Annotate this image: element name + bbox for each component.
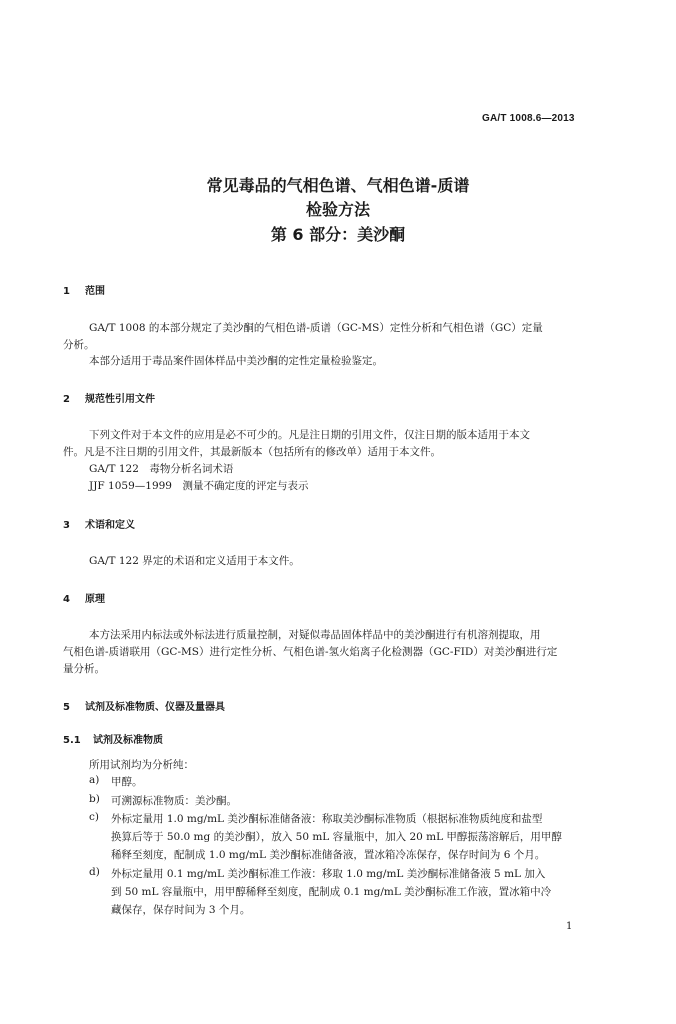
section-title: 术语和定义 bbox=[85, 520, 135, 531]
doc-title-line3: 第 6 部分：美沙酮 bbox=[270, 225, 406, 244]
section-number: 4 bbox=[63, 594, 70, 605]
list-label: b) bbox=[89, 793, 100, 805]
paragraph-line: 本方法采用内标法或外标法进行质量控制，对疑似毒品固体样品中的美沙酮进行有机溶剂提取，用 bbox=[89, 629, 541, 641]
paragraph-line: GA/T 1008 的本部分规定了美沙酮的气相色谱-质谱（GC-MS）定性分析和气相色谱（GC）定量 bbox=[89, 322, 543, 334]
section-number: 5 bbox=[63, 702, 70, 713]
list-item-line: 稀释至刻度，配制成 1.0 mg/mL 美沙酮标准储备液，置冰箱冷冻保存，保存时间为 6 个月。 bbox=[111, 849, 546, 861]
section-5-1-heading bbox=[63, 731, 163, 746]
section-5-heading bbox=[63, 698, 225, 713]
section-title: 试剂及标准物质 bbox=[93, 735, 163, 746]
list-item-line: 换算后等于 50.0 mg 的美沙酮），放入 50 mL 容量瓶中，加入 20 mL 甲醇振荡溶解后，用甲醇 bbox=[111, 831, 562, 843]
section-number: 5.1 bbox=[63, 735, 81, 746]
paragraph-line: 量分析。 bbox=[63, 663, 105, 675]
page-number: 1 bbox=[566, 921, 573, 932]
paragraph-line: 下列文件对于本文件的应用是必不可少的。凡是注日期的引用文件，仅注日期的版本适用于本文 bbox=[89, 429, 530, 441]
section-title: 试剂及标准物质、仪器及量器具 bbox=[85, 702, 225, 713]
paragraph-line: GA/T 122 界定的术语和定义适用于本文件。 bbox=[89, 555, 300, 567]
paragraph-line: 本部分适用于毒品案件固体样品中美沙酮的定性定量检验鉴定。 bbox=[89, 355, 383, 367]
doc-title-line1: 常见毒品的气相色谱、气相色谱-质谱 bbox=[206, 176, 470, 195]
list-item: 甲醇。 bbox=[111, 776, 143, 788]
list-item-line: 到 50 mL 容量瓶中，用甲醇稀释至刻度，配制成 0.1 mg/mL 美沙酮标准工作液，置冰箱中冷 bbox=[111, 886, 552, 898]
reference-item: GA/T 122 毒物分析名词术语 bbox=[89, 463, 234, 475]
paragraph-line: 分析。 bbox=[63, 339, 95, 351]
section-title: 原理 bbox=[85, 594, 105, 605]
doc-title-line2: 检验方法 bbox=[305, 200, 370, 219]
section-title: 范围 bbox=[85, 286, 105, 297]
section-1-heading bbox=[63, 282, 105, 297]
list-item: 可溯源标准物质：美沙酮。 bbox=[111, 795, 237, 807]
section-number: 3 bbox=[63, 520, 70, 531]
section-number: 1 bbox=[63, 286, 70, 297]
standard-code: GA/T 1008.6—2013 bbox=[482, 113, 575, 124]
paragraph-line: 气相色谱-质谱联用（GC-MS）进行定性分析、气相色谱-氢火焰离子化检测器（GC-FID）对美沙酮进行定 bbox=[63, 646, 558, 658]
list-label: a) bbox=[89, 774, 100, 786]
paragraph-line: 所用试剂均为分析纯： bbox=[89, 759, 194, 771]
section-4-heading bbox=[63, 590, 105, 605]
section-2-heading bbox=[63, 390, 155, 405]
list-label: c) bbox=[89, 811, 99, 823]
section-number: 2 bbox=[63, 394, 70, 405]
list-item-line: 外标定量用 1.0 mg/mL 美沙酮标准储备液：称取美沙酮标准物质（根据标准物质纯度和盐型 bbox=[111, 813, 543, 825]
list-item-line: 外标定量用 0.1 mg/mL 美沙酮标准工作液：移取 1.0 mg/mL 美沙酮标准储备液 5 mL 加入 bbox=[111, 868, 546, 880]
section-3-heading bbox=[63, 516, 135, 531]
section-title: 规范性引用文件 bbox=[85, 394, 155, 405]
list-label: d) bbox=[89, 866, 100, 878]
paragraph-line: 件。凡是不注日期的引用文件，其最新版本（包括所有的修改单）适用于本文件。 bbox=[63, 446, 441, 458]
list-item-line: 藏保存，保存时间为 3 个月。 bbox=[111, 904, 251, 916]
reference-item: JJF 1059—1999 测量不确定度的评定与表示 bbox=[89, 480, 309, 492]
